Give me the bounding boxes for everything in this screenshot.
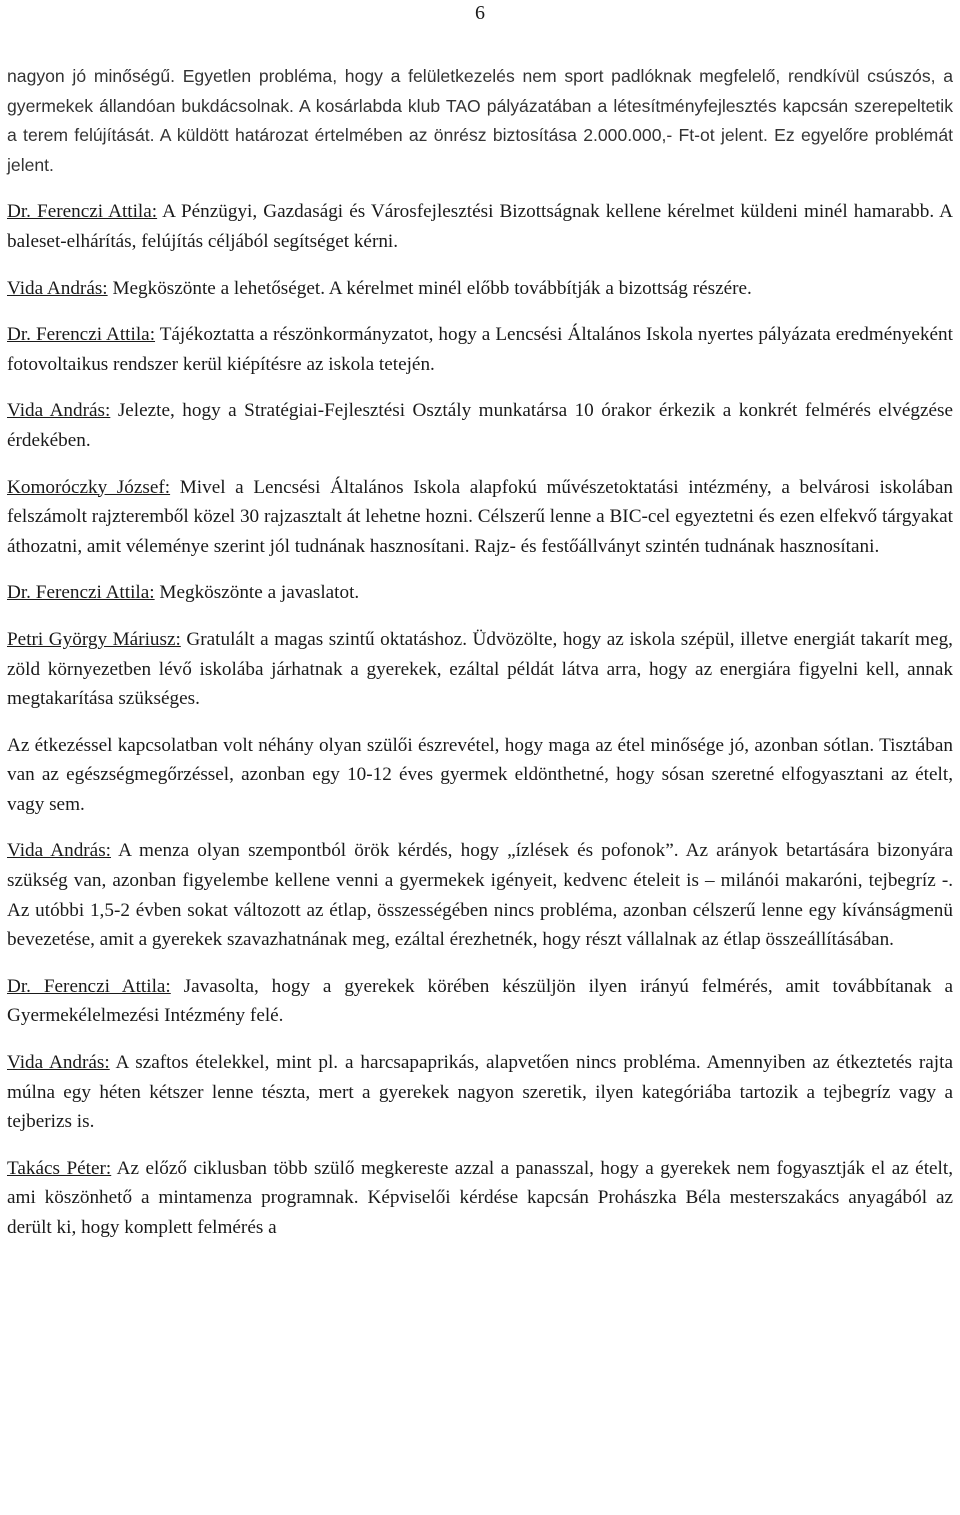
paragraph-text: Megköszönte a javaslatot. <box>154 582 360 604</box>
speaker-name: Dr. Ferenczi Attila: <box>7 582 155 604</box>
speaker-name: Komoróczky József: <box>7 476 171 498</box>
paragraph <box>7 473 953 562</box>
paragraph <box>7 197 953 256</box>
paragraph-text: A Pénzügyi, Gazdasági és Városfejlesztési Bizottságnak kellene kérelmet küldeni minél hamarabb. A baleset-elhárítás, felújítás céljából segítséget kérni. <box>7 201 953 252</box>
paragraph <box>7 396 953 455</box>
paragraph-text: A szaftos ételekkel, mint pl. a harcsapaprikás, alapvetően nincs probléma. Amennyiben az étkeztetés rajta múlna egy héten kétszer lenne tészta, mert a gyerekek nagyon szeretik, ilyen kategóriába tartozik a tejbegríz vagy a tejberizs is. <box>7 1052 953 1133</box>
paragraph <box>7 62 953 180</box>
paragraph-text: Gratulált a magas szintű oktatáshoz. Üdvözölte, hogy az iskola szépül, illetve energiát takarít meg, zöld környezetben lévő iskolába járhatnak a gyerekek, ezáltal példát látva arra, hogy az energiára figyelni kell, annak megtakarítása szükséges. <box>7 628 953 710</box>
paragraph-text: Javasolta, hogy a gyerekek körében készüljön ilyen irányú felmérés, amit továbbítanak a Gyermekélelmezési Intézmény felé. <box>7 975 953 1027</box>
document-body <box>7 62 953 1260</box>
paragraph-text: Jelezte, hogy a Stratégiai-Fejlesztési Osztály munkatársa 10 órakor érkezik a konkrét felmérés elvégzése érdekében. <box>7 400 953 451</box>
speaker-name: Dr. Ferenczi Attila: <box>7 201 158 223</box>
paragraph <box>7 1154 953 1243</box>
paragraph-text: nagyon jó minőségű. Egyetlen probléma, hogy a felületkezelés nem sport padlóknak megfelelő, rendkívül csúszós, a gyermekek állandóan bukdácsolnak. A kosárlabda klub TAO pályázatában a létesítményfejlesztés kapcsán szerepeltetik a terem felújítását. A küldött határozat értelmében az önrész biztosítása 2.000.000,- Ft-ot jelent. Ez egyelőre problémát jelent. <box>7 66 953 175</box>
paragraph-text: Az előző ciklusban több szülő megkereste azzal a panasszal, hogy a gyerekek nem fogyasztják el az ételt, ami köszönhető a mintamenza programnak. Képviselői kérdése kapcsán Prohászka Béla mesterszakács anyagából az derült ki, hogy komplett felmérés a <box>7 1157 954 1238</box>
page-number: 6 <box>475 2 485 24</box>
paragraph-text: Tájékoztatta a részönkormányzatot, hogy a Lencsési Általános Iskola nyertes pályázata eredményeként fotovoltaikus rendszer kerül kiépítésre az iskola tetején. <box>7 324 953 375</box>
speaker-name: Vida András: <box>7 840 111 862</box>
paragraph-text: Mivel a Lencsési Általános Iskola alapfokú művészetoktatási intézmény, a belvárosi iskolában felszámolt rajzteremből közel 30 rajzasztalt át lehetne hozni. Célszerű lenne a BIC-cel egyeztetni és ezen elfekvő tárgyakat áthozatni, amit véleménye szerint jól tudnának hasznosítani. Rajz- és festőállványt szintén tudnának hasznosítani. <box>7 476 953 557</box>
paragraph <box>7 972 953 1031</box>
paragraph <box>7 320 953 379</box>
speaker-name: Vida András: <box>7 277 108 299</box>
paragraph <box>7 274 953 304</box>
speaker-name: Vida András: <box>7 400 111 422</box>
paragraph <box>7 1048 953 1137</box>
speaker-name: Dr. Ferenczi Attila: <box>7 324 156 346</box>
paragraph <box>7 836 953 954</box>
paragraph-text: Az étkezéssel kapcsolatban volt néhány olyan szülői észrevétel, hogy maga az étel minősége jó, azonban sótlan. Tisztában van az egészségmegőrzéssel, azonban egy 10-12 éves gyermek eldönthetné, hogy sósan szeretné elfogyasztani az ételt, vagy sem. <box>7 734 953 815</box>
paragraph <box>7 578 953 608</box>
speaker-name: Vida András: <box>7 1052 110 1074</box>
speaker-name: Dr. Ferenczi Attila: <box>7 975 171 997</box>
paragraph-text: A menza olyan szempontból örök kérdés, hogy „ízlések és pofonok”. Az arányok betartására bizonyára szükség van, azonban figyelembe kellene venni a gyermekek igényeit, kedvenc ételeit is – milánói makaróni, tejbegríz -. Az utóbbi 1,5-2 évben sokat változott az étlap, összességében nincs probléma, azonban célszerű lenne egy kívánságmenü bevezetése, amit a gyerekek szavazhatnának meg, ezáltal érezhetnék, hogy részt vállalnak az étlap összeállításában. <box>7 840 953 951</box>
speaker-name: Petri György Máriusz: <box>7 628 181 650</box>
paragraph-text: Megköszönte a lehetőséget. A kérelmet minél előbb továbbítják a bizottság részére. <box>107 277 752 299</box>
paragraph <box>7 731 953 820</box>
speaker-name: Takács Péter: <box>7 1157 112 1179</box>
paragraph <box>7 625 953 714</box>
